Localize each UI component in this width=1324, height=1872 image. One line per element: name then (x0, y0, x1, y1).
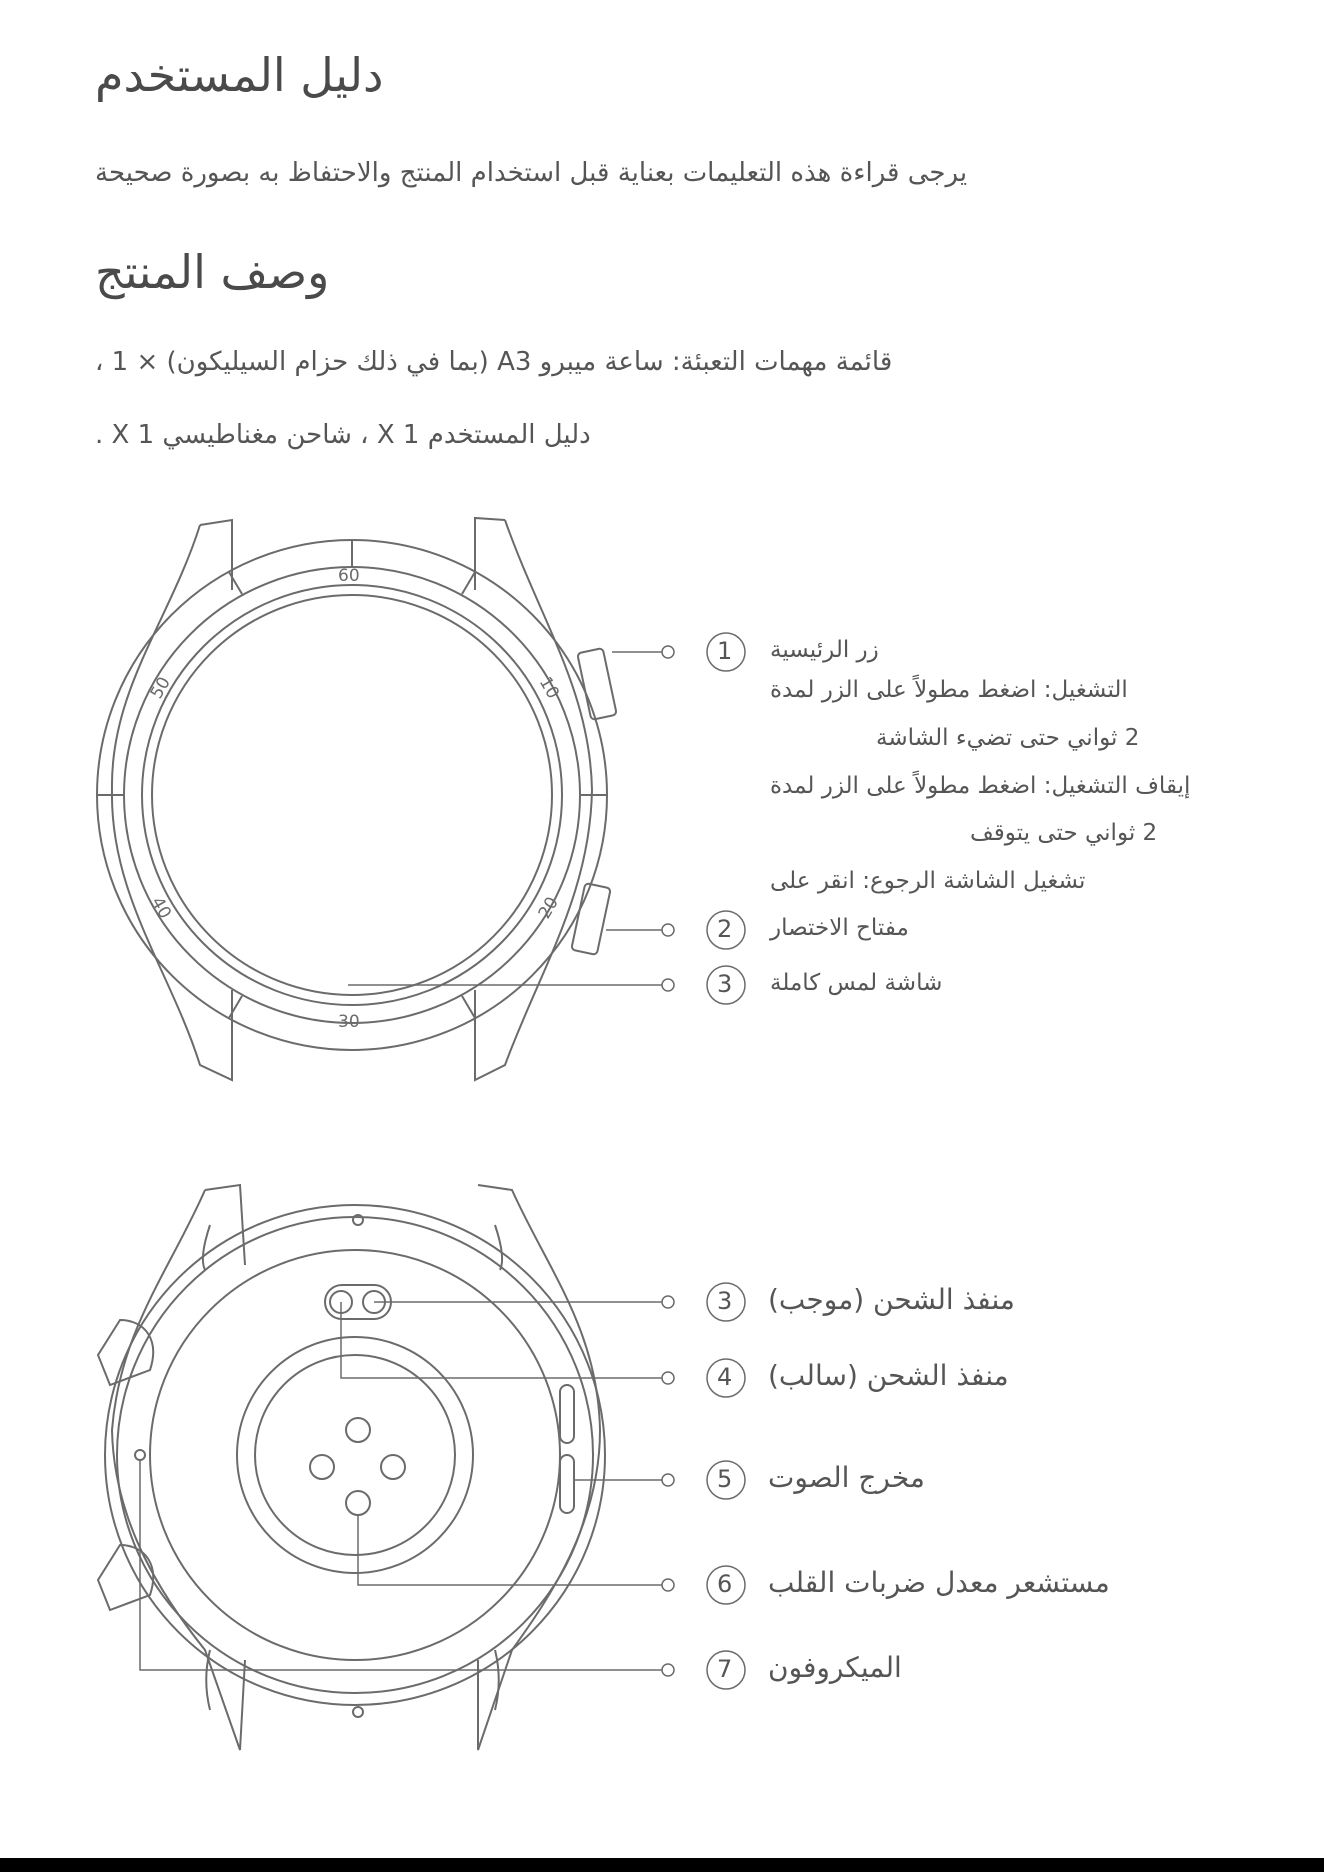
callout-label-heart-rate-sensor: مستشعر معدل ضربات القلب (768, 1566, 1110, 1599)
bezel-mark-50: 50 (146, 673, 175, 703)
bezel-mark-10: 10 (534, 673, 563, 703)
detail-power-off: إيقاف التشغيل: اضغط مطولاً على الزر لمدة (770, 773, 1191, 799)
callout-label-charge-positive: منفذ الشحن (موجب) (768, 1283, 1015, 1316)
callout-label-microphone: الميكروفون (768, 1651, 902, 1684)
callout-number-6: 6 (717, 1570, 733, 1598)
callout-label-home-button: زر الرئيسية (770, 637, 879, 663)
callout-number-3: 3 (717, 970, 733, 998)
callout-number-5: 5 (717, 1465, 733, 1493)
intro-paragraph: يرجى قراءة هذه التعليمات بعناية قبل استخدام المنتج والاحتفاظ به بصورة صحيحة (95, 158, 968, 188)
callout-label-shortcut: مفتاح الاختصار (770, 915, 909, 941)
bezel-mark-30: 30 (338, 1012, 360, 1032)
detail-power-on-time: 2 ثواني حتى تضيء الشاشة (876, 725, 1140, 751)
detail-power-on: التشغيل: اضغط مطولاً على الزر لمدة (770, 677, 1128, 703)
bezel-mark-20: 20 (534, 893, 563, 923)
bottom-rule (0, 1858, 1324, 1872)
callout-number-2: 2 (717, 915, 733, 943)
bezel-mark-40: 40 (146, 893, 175, 923)
section-title: وصف المنتج (95, 245, 330, 299)
page-title: دليل المستخدم (95, 48, 384, 102)
callout-label-charge-negative: منفذ الشحن (سالب) (768, 1359, 1009, 1392)
callout-label-speaker: مخرج الصوت (768, 1461, 925, 1494)
callout-number-3-back: 3 (717, 1287, 733, 1315)
packing-list-line-2: دليل المستخدم X 1 ، شاحن مغناطيسي X 1 . (95, 420, 591, 450)
callout-number-4: 4 (717, 1363, 733, 1391)
callout-number-1: 1 (717, 637, 733, 665)
callout-number-7: 7 (717, 1655, 733, 1683)
callout-label-touchscreen: شاشة لمس كاملة (770, 970, 943, 996)
detail-screen-back: تشغيل الشاشة الرجوع: انقر على (770, 868, 1086, 894)
packing-list-line-1: قائمة مهمات التعبئة: ساعة ميبرو A3 (بما في ذلك حزام السيليكون) × 1 ، (95, 347, 893, 377)
bezel-mark-60: 60 (338, 566, 360, 586)
detail-power-off-time: 2 ثواني حتى يتوقف (970, 820, 1158, 846)
